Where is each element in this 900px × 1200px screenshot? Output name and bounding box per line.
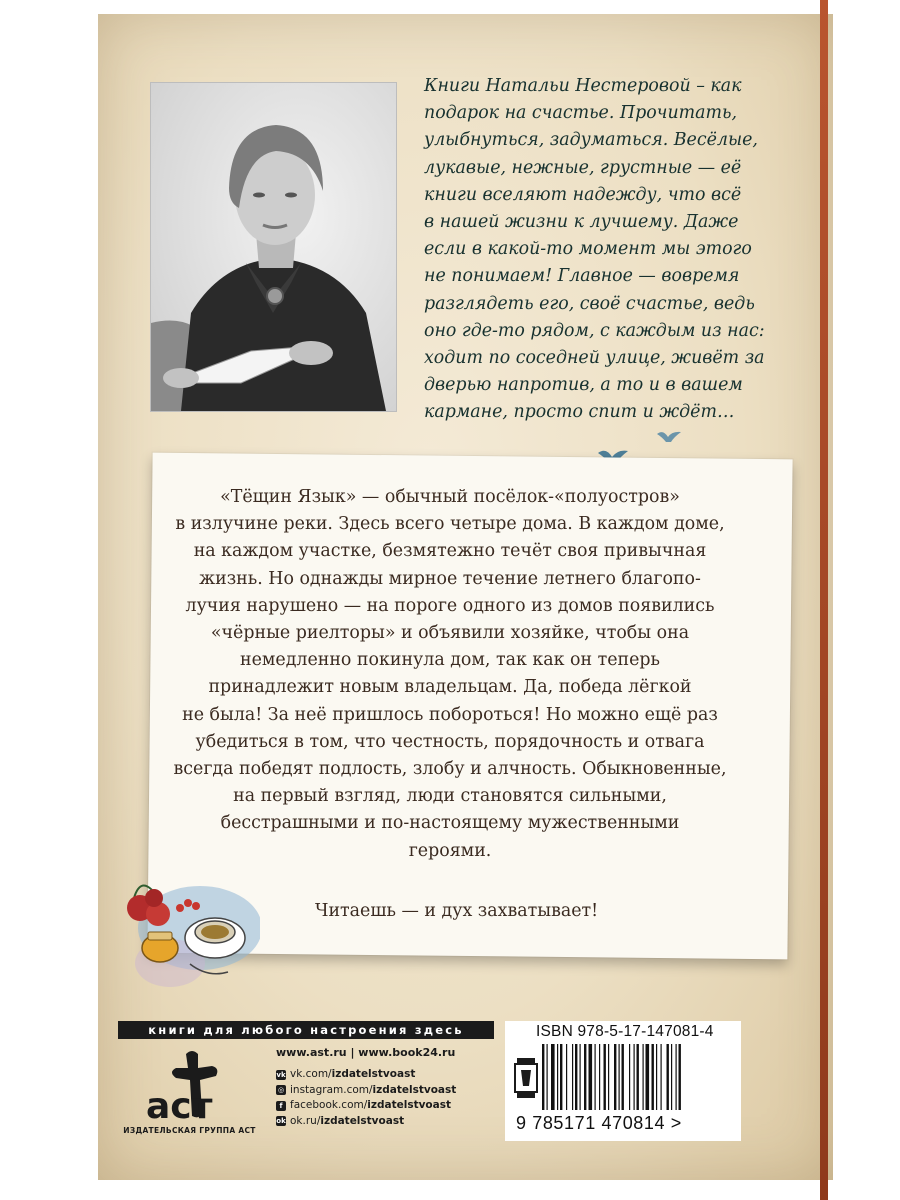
blurb-line: разглядеть его, своё счастье, ведь — [424, 293, 755, 314]
social-link-facebook[interactable] — [276, 1098, 456, 1114]
blurb-line: в нашей жизни к лучшему. Даже — [424, 212, 739, 233]
barcode-bar — [614, 1044, 616, 1110]
blurb-line: ходит по соседней улице, живёт за — [424, 348, 765, 369]
annotation-line: на первый взгляд, люди становятся сильными, — [233, 786, 667, 807]
social-prefix: instagram.com/ — [290, 1083, 373, 1096]
social-prefix: facebook.com/ — [290, 1099, 368, 1111]
barcode-bar — [646, 1044, 650, 1110]
instagram-icon: ◎ — [277, 1086, 285, 1095]
barcode-bar — [661, 1044, 662, 1110]
barcode-bar — [580, 1044, 581, 1110]
blurb-line: если в какой-то момент мы этого — [424, 239, 752, 260]
annotation-line: в излучине реки. Здесь всего четыре дома. В каждом доме, — [175, 514, 725, 535]
social-link-vk[interactable] — [276, 1067, 456, 1083]
annotation-line: «Тёщин Язык» — обычный посёлок-«полуостров» — [220, 487, 680, 507]
ast-logo-icon — [140, 1046, 240, 1126]
tagline-text: Читаешь — и дух захватывает! — [315, 901, 599, 921]
barcode-bar — [622, 1044, 624, 1110]
bird-icon — [656, 428, 682, 446]
facebook-icon: f — [276, 1101, 286, 1111]
social-link-instagram[interactable] — [276, 1083, 456, 1099]
blurb-line: кармане, просто спит и ждёт… — [424, 402, 735, 423]
barcode-bar — [608, 1044, 609, 1110]
barcode-bar — [572, 1044, 573, 1110]
barcode-bar — [584, 1044, 586, 1110]
annotation-line: бесстрашными и по-настоящему мужественными — [220, 813, 680, 834]
vk-icon: vk — [276, 1070, 286, 1079]
blurb-line: книги вселяют надежду, что всё — [424, 184, 742, 205]
annotation-line: убедиться в том, что честность, порядочность и отвага — [195, 731, 705, 752]
social-handle: izdatelstvoast — [331, 1068, 416, 1080]
barcode-bar — [629, 1044, 630, 1110]
ast-logo-text: аст — [146, 1086, 213, 1126]
author-blurb — [424, 73, 824, 427]
annotation-line: всегда победят подлость, злобу и алчность. Обыкновенные, — [173, 759, 727, 780]
annotation-line: «чёрные риелторы» и объявили хозяйке, чтобы она — [210, 623, 690, 644]
tagline — [170, 901, 770, 921]
blurb-line: Книги Натальи Нестеровой – как — [424, 76, 742, 96]
barcode-bar — [656, 1044, 657, 1110]
barcode-bar — [595, 1044, 596, 1110]
blurb-line: подарок на счастье. Прочитать, — [424, 103, 738, 124]
social-link-odnoklassniki[interactable] — [276, 1114, 456, 1130]
annotation-line: лучия нарушено — на пороге одного из домов появились — [185, 595, 715, 616]
blurb-line: дверью напротив, а то и в вашем — [424, 375, 743, 396]
social-handle: izdatelstvoast — [367, 1099, 451, 1111]
series-banner: книги для любого настроения здесь — [118, 1021, 494, 1039]
annotation-line: на каждом участке, безмятежно течёт своя привычная — [193, 541, 707, 562]
barcode-bar — [599, 1044, 600, 1110]
barcode-bar — [643, 1044, 644, 1110]
social-prefix: vk.com/ — [290, 1068, 332, 1080]
barcode-bar — [676, 1044, 677, 1110]
barcode-bar — [619, 1044, 620, 1110]
social-prefix: ok.ru/ — [290, 1114, 321, 1127]
barcode-digits: 9 785171 470814 > — [516, 1113, 682, 1133]
barcode-bar — [566, 1044, 567, 1110]
barcode-bar — [652, 1044, 654, 1110]
isbn-label: ISBN 978-5-17-147081-4 — [536, 1023, 714, 1040]
barcode-bar — [542, 1044, 544, 1110]
barcode-bar — [671, 1044, 672, 1110]
barcode-bar — [604, 1044, 606, 1110]
author-photo — [150, 82, 397, 412]
annotation-line: принадлежит новым владельцам. Да, победа лёгкой — [208, 677, 692, 698]
barcode-graphic — [540, 1044, 732, 1112]
barcode-bar — [575, 1044, 577, 1110]
annotation-line: не была! За неё пришлось побороться! Но можно ещё раз — [182, 704, 718, 725]
publisher-links — [276, 1046, 456, 1129]
barcode-bar — [560, 1044, 562, 1110]
annotation-line: немедленно покинула дом, так как он теперь — [240, 650, 660, 671]
barcode-bar — [679, 1044, 681, 1110]
barcode-bar — [589, 1044, 593, 1110]
blurb-line: оно где-то рядом, с каждым из нас: — [424, 320, 765, 341]
barcode-bar — [557, 1044, 558, 1110]
barcode-bar — [551, 1044, 555, 1110]
social-handle: izdatelstvoast — [320, 1114, 405, 1127]
barcode-bar — [634, 1044, 635, 1110]
lantern-icon — [513, 1056, 539, 1100]
tea-still-life-illustration — [120, 868, 260, 996]
annotation-line: героями. — [408, 840, 492, 861]
blurb-line: лукавые, нежные, грустные — её — [424, 157, 742, 178]
website-links[interactable]: www.ast.ru | www.book24.ru — [276, 1046, 456, 1059]
blurb-line: улыбнуться, задуматься. Весёлые, — [424, 130, 758, 151]
blurb-line: не понимаем! Главное — вовремя — [424, 266, 740, 287]
publisher-name: ИЗДАТЕЛЬСКАЯ ГРУППА АСТ — [123, 1126, 256, 1135]
odnoklassniki-icon: ok — [276, 1117, 286, 1126]
social-handle: izdatelstvoast — [372, 1083, 457, 1096]
barcode-bar — [667, 1044, 669, 1110]
annotation-line: жизнь. Но однажды мирное течение летнего благопо- — [199, 568, 701, 589]
barcode-bar — [547, 1044, 548, 1110]
barcode-bar — [637, 1044, 639, 1110]
annotation-text — [165, 484, 735, 865]
